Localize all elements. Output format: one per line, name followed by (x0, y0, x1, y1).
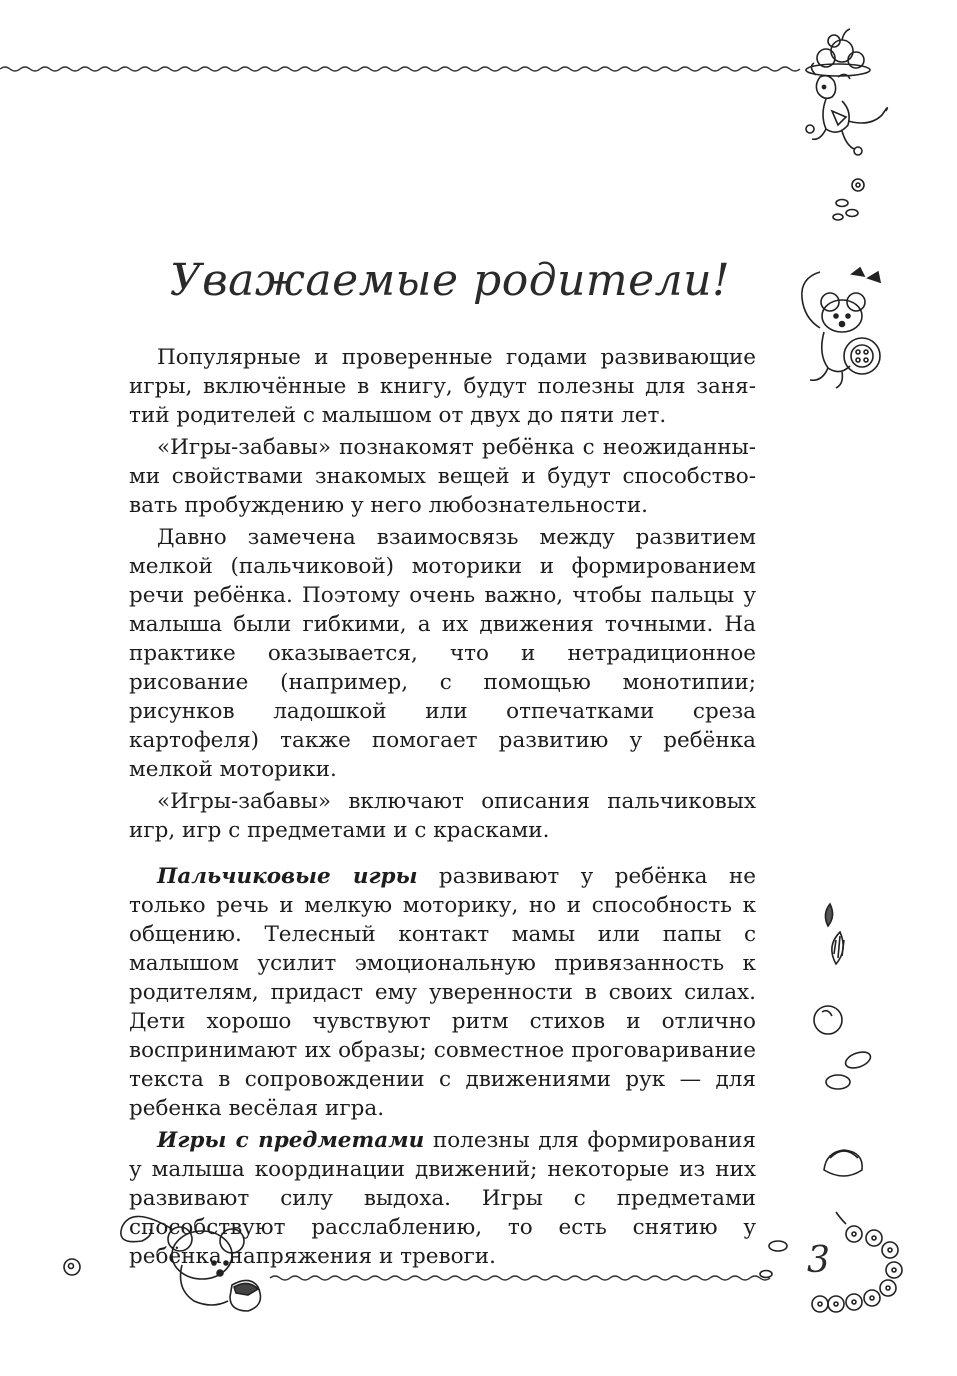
paragraph: «Игры-забавы» включают описания пальчиковых игр, игр с предметами и с красками. (129, 789, 756, 843)
paragraph: Популярные и проверенные годами развивающие игры, включённые в книгу, будут полезны для занятий родителей с малышом от двух до пяти лет. (129, 345, 756, 428)
mouse-with-button-icon (790, 258, 900, 398)
body-text (129, 343, 756, 1274)
paragraph: «Игры-забавы» познакомят ребёнка с неожиданными свойствами знакомых вещей и будут способствовать пробуждению у него любознательности. (129, 435, 756, 518)
mouse-carrying-fruit-icon (798, 25, 908, 225)
page-number: 3 (807, 1240, 830, 1281)
section-lead: Пальчиковые игры (157, 864, 418, 889)
button-bead-chain-icon (760, 1208, 920, 1328)
section-text: развивают у ребёнка не только речь и мелкую моторику, но и способность к общению. Телесный контакт мамы или папы с малышом усилит эмоциональную привязанность к родителям, придаст ему уверенности в своих силах. Дети хорошо чувствуют ритм стихов и отлично воспринимают их образы; совместное проговаривание текста в сопровождении с движениями рук — для ребенка весёлая игра. (129, 864, 757, 1121)
section-text: полезны для формирования у малыша координации движений; некоторые из них развивают силу выдоха. Игры с предметами способствуют расслаблению, то есть снятию у ребёнка напряжения и тревоги. (129, 1128, 756, 1269)
paragraph: Давно замечена взаимосвязь между развитием мелкой (пальчиковой) моторики и формированием речи ребёнка. Поэтому очень важно, чтобы пальцы у малыша были гибкими, а их движения точными. На практике оказывается, что и нетрадиционное рисование (например, с помощью монотипии; рисунков ладошкой или отпечатками среза картофеля) также помогает развитию у ребёнка мелкой моторики. (129, 525, 756, 782)
page-title: Уважаемые родители! (169, 255, 731, 306)
section-object-games (129, 1126, 756, 1271)
section-lead: Игры с предметами (157, 1128, 425, 1153)
seeds-icon (800, 900, 890, 1200)
section-finger-games (129, 862, 756, 1123)
wavy-rule-top (0, 62, 800, 76)
